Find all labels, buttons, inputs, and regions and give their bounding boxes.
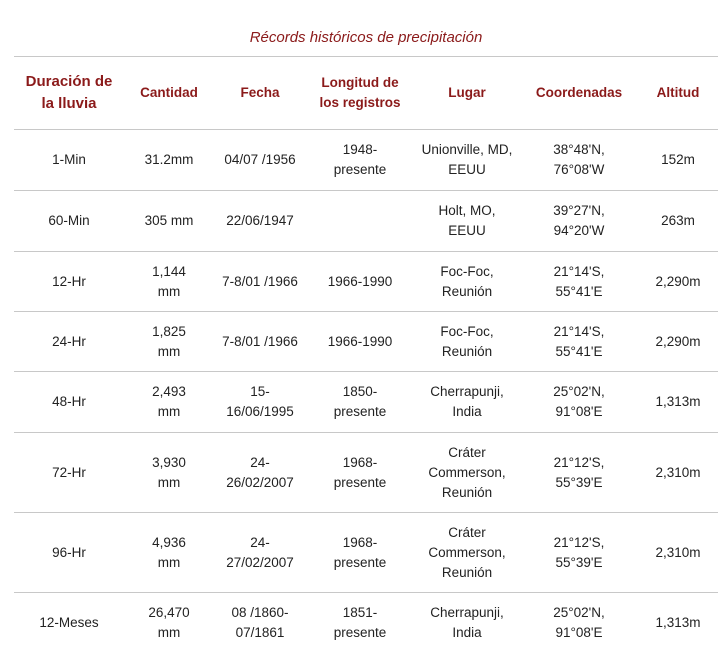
cell-date bbox=[214, 433, 306, 513]
cell-text: 24- bbox=[250, 454, 270, 470]
title-row bbox=[14, 20, 718, 57]
table-row bbox=[14, 312, 718, 372]
table-row bbox=[14, 130, 718, 191]
cell-text: Cráter bbox=[448, 524, 486, 540]
cell-duration bbox=[14, 191, 124, 252]
cell-text: mm bbox=[157, 554, 181, 570]
cell-text: 2,310m bbox=[655, 464, 701, 480]
cell-coordinates bbox=[520, 130, 638, 191]
cell-text: 1,313m bbox=[655, 615, 701, 630]
header-location bbox=[414, 57, 520, 130]
table-row bbox=[14, 593, 718, 654]
table-title: Récords históricos de precipitación bbox=[14, 20, 718, 57]
cell-record-length bbox=[306, 372, 414, 433]
cell-text: 1850- bbox=[342, 384, 378, 399]
table-row bbox=[14, 372, 718, 433]
cell-text: 07/1861 bbox=[235, 625, 285, 640]
header-duration bbox=[14, 57, 124, 130]
cell-text: 24- bbox=[250, 534, 270, 550]
cell-text: EEUU bbox=[448, 162, 486, 177]
cell-duration bbox=[14, 312, 124, 372]
table-row bbox=[14, 191, 718, 252]
cell-coordinates bbox=[520, 593, 638, 654]
cell-text: 94°20'W bbox=[553, 223, 605, 238]
cell-text: Reunión bbox=[441, 484, 493, 500]
cell-text: 04/07 /1956 bbox=[224, 152, 296, 167]
cell-text: 96-Hr bbox=[52, 544, 86, 560]
header-text: Lugar bbox=[448, 85, 486, 100]
cell-altitude bbox=[638, 433, 718, 513]
cell-text: 12-Meses bbox=[39, 615, 99, 630]
cell-amount bbox=[124, 372, 214, 433]
cell-text: 2,493 bbox=[152, 384, 186, 399]
cell-text: 1,825 bbox=[152, 323, 186, 339]
cell-text: 1,313m bbox=[655, 394, 701, 409]
cell-text: Cherrapunji, bbox=[430, 384, 504, 399]
header-amount bbox=[124, 57, 214, 130]
cell-text: 1-Min bbox=[52, 152, 86, 167]
header-text: Longitud de bbox=[321, 75, 399, 90]
cell-text: 26/02/2007 bbox=[226, 474, 294, 490]
cell-duration bbox=[14, 372, 124, 433]
cell-text: Commerson, bbox=[428, 544, 506, 560]
cell-text: 08 /1860- bbox=[231, 605, 289, 620]
cell-date bbox=[214, 593, 306, 654]
cell-text: 7-8/01 /1966 bbox=[222, 333, 298, 349]
cell-text: 21°14'S, bbox=[553, 263, 605, 279]
cell-amount bbox=[124, 191, 214, 252]
cell-amount bbox=[124, 593, 214, 654]
cell-text: 48-Hr bbox=[52, 394, 86, 409]
cell-text: 7-8/01 /1966 bbox=[222, 273, 298, 289]
cell-text: 55°39'E bbox=[555, 554, 603, 570]
cell-text: mm bbox=[157, 283, 181, 299]
cell-text: 21°12'S, bbox=[553, 454, 605, 470]
cell-text: 16/06/1995 bbox=[226, 404, 294, 419]
header-coordinates bbox=[520, 57, 638, 130]
header-date bbox=[214, 57, 306, 130]
cell-text: 21°12'S, bbox=[553, 534, 605, 550]
cell-text: 4,936 bbox=[152, 534, 186, 550]
cell-text: 72-Hr bbox=[52, 464, 86, 480]
cell-location bbox=[414, 252, 520, 312]
cell-text: presente bbox=[333, 554, 387, 570]
cell-coordinates bbox=[520, 372, 638, 433]
cell-text: presente bbox=[333, 474, 387, 490]
cell-text: Unionville, MD, bbox=[421, 142, 513, 157]
cell-text: 55°41'E bbox=[555, 343, 603, 359]
cell-text: 152m bbox=[661, 152, 695, 167]
cell-text: mm bbox=[157, 474, 181, 490]
cell-location bbox=[414, 372, 520, 433]
cell-text: 91°08'E bbox=[555, 404, 603, 419]
cell-text: 27/02/2007 bbox=[226, 554, 294, 570]
cell-text: presente bbox=[333, 625, 387, 640]
cell-text: 55°39'E bbox=[555, 474, 603, 490]
header-record-length bbox=[306, 57, 414, 130]
cell-text: 3,930 bbox=[152, 454, 186, 470]
cell-text: 25°02'N, bbox=[553, 605, 605, 620]
cell-amount bbox=[124, 513, 214, 593]
header-text: Coordenadas bbox=[535, 85, 623, 100]
cell-record-length bbox=[306, 252, 414, 312]
cell-date bbox=[214, 130, 306, 191]
cell-amount bbox=[124, 433, 214, 513]
cell-text: India bbox=[452, 404, 482, 419]
cell-text: Foc-Foc, bbox=[440, 323, 494, 339]
cell-coordinates bbox=[520, 433, 638, 513]
cell-text: Foc-Foc, bbox=[440, 263, 494, 279]
cell-text: 24-Hr bbox=[52, 333, 86, 349]
header-row bbox=[14, 57, 718, 130]
cell-text: 1948- bbox=[342, 142, 378, 157]
cell-text: presente bbox=[333, 162, 387, 177]
cell-text: Reunión bbox=[441, 343, 493, 359]
cell-text: 39°27'N, bbox=[553, 203, 605, 218]
cell-altitude bbox=[638, 312, 718, 372]
cell-text: Reunión bbox=[441, 283, 493, 299]
cell-text: 22/06/1947 bbox=[226, 213, 294, 228]
cell-altitude bbox=[638, 513, 718, 593]
cell-text: 1851- bbox=[342, 605, 378, 620]
cell-date bbox=[214, 252, 306, 312]
cell-text: 12-Hr bbox=[52, 273, 86, 289]
cell-record-length bbox=[306, 191, 414, 252]
cell-location bbox=[414, 312, 520, 372]
cell-text: 263m bbox=[661, 213, 695, 228]
cell-location bbox=[414, 513, 520, 593]
cell-location bbox=[414, 130, 520, 191]
cell-text: 76°08'W bbox=[553, 162, 605, 177]
cell-date bbox=[214, 191, 306, 252]
cell-text: 2,290m bbox=[655, 273, 701, 289]
cell-duration bbox=[14, 593, 124, 654]
cell-text: India bbox=[452, 625, 482, 640]
cell-text: Holt, MO, bbox=[438, 203, 496, 218]
header-text: Cantidad bbox=[140, 85, 198, 100]
cell-record-length bbox=[306, 130, 414, 191]
cell-duration bbox=[14, 433, 124, 513]
cell-text: mm bbox=[157, 343, 181, 359]
cell-text: mm bbox=[157, 625, 181, 640]
cell-text: 55°41'E bbox=[555, 283, 603, 299]
cell-duration bbox=[14, 252, 124, 312]
cell-text: 91°08'E bbox=[555, 625, 603, 640]
cell-text: 21°14'S, bbox=[553, 323, 605, 339]
header-text: los registros bbox=[319, 95, 401, 110]
cell-text: 38°48'N, bbox=[553, 142, 605, 157]
cell-text: Reunión bbox=[441, 564, 493, 580]
cell-coordinates bbox=[520, 312, 638, 372]
cell-location bbox=[414, 191, 520, 252]
cell-location bbox=[414, 593, 520, 654]
cell-text: mm bbox=[157, 404, 181, 419]
table-row bbox=[14, 433, 718, 513]
cell-altitude bbox=[638, 372, 718, 433]
header-text: Fecha bbox=[240, 85, 280, 100]
cell-text: 1,144 bbox=[152, 263, 186, 279]
cell-text: 25°02'N, bbox=[553, 384, 605, 399]
cell-altitude bbox=[638, 252, 718, 312]
cell-text: 2,310m bbox=[655, 544, 701, 560]
cell-location bbox=[414, 433, 520, 513]
cell-duration bbox=[14, 513, 124, 593]
cell-record-length bbox=[306, 312, 414, 372]
cell-text: 1968- bbox=[342, 534, 378, 550]
table-row bbox=[14, 513, 718, 593]
header-text: Duración de bbox=[25, 73, 113, 90]
cell-record-length bbox=[306, 593, 414, 654]
cell-coordinates bbox=[520, 513, 638, 593]
cell-date bbox=[214, 312, 306, 372]
cell-text: 1968- bbox=[342, 454, 378, 470]
table-row bbox=[14, 252, 718, 312]
cell-text: 1966-1990 bbox=[327, 333, 393, 349]
cell-record-length bbox=[306, 433, 414, 513]
cell-text: EEUU bbox=[448, 223, 486, 238]
cell-amount bbox=[124, 130, 214, 191]
cell-text: 2,290m bbox=[655, 333, 701, 349]
cell-text: 15- bbox=[250, 384, 270, 399]
cell-coordinates bbox=[520, 191, 638, 252]
header-altitude bbox=[638, 57, 718, 130]
cell-date bbox=[214, 372, 306, 433]
cell-amount bbox=[124, 312, 214, 372]
cell-text: 31.2mm bbox=[144, 152, 194, 167]
cell-text: 305 mm bbox=[144, 213, 194, 228]
cell-record-length bbox=[306, 513, 414, 593]
header-text: Altitud bbox=[656, 85, 700, 100]
precipitation-records-table bbox=[14, 20, 718, 653]
cell-amount bbox=[124, 252, 214, 312]
cell-date bbox=[214, 513, 306, 593]
cell-text: Cráter bbox=[448, 444, 486, 460]
cell-text: 26,470 bbox=[148, 605, 190, 620]
cell-text: Cherrapunji, bbox=[430, 605, 504, 620]
cell-text: 1966-1990 bbox=[327, 273, 393, 289]
cell-duration bbox=[14, 130, 124, 191]
header-text: la lluvia bbox=[41, 95, 97, 112]
cell-altitude bbox=[638, 191, 718, 252]
cell-text: Commerson, bbox=[428, 464, 506, 480]
cell-text: presente bbox=[333, 404, 387, 419]
cell-altitude bbox=[638, 593, 718, 654]
cell-altitude bbox=[638, 130, 718, 191]
cell-text: 60-Min bbox=[48, 213, 90, 228]
cell-coordinates bbox=[520, 252, 638, 312]
